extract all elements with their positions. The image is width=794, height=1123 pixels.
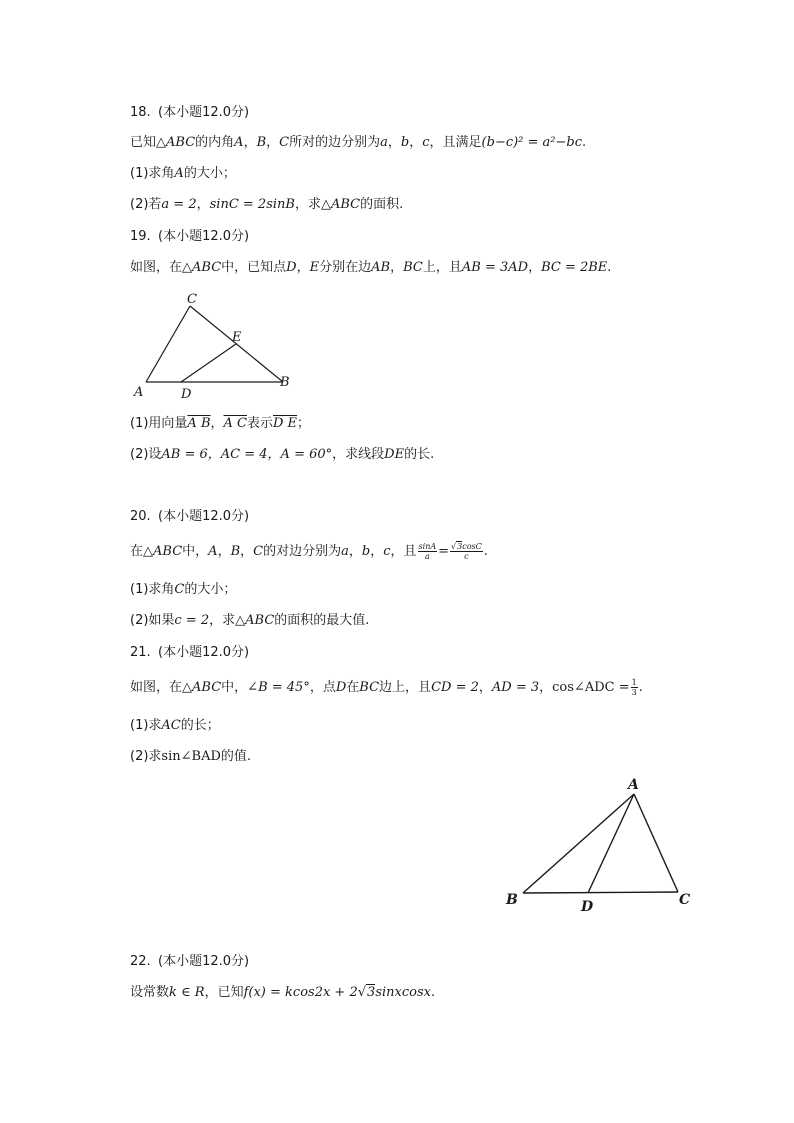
math: sinC = 2sinB — [209, 197, 295, 212]
q18-text: 所对的边分别为 — [289, 135, 381, 150]
triangle-symbol: △ — [143, 544, 154, 559]
punct: ， — [370, 544, 384, 559]
math: f(x) = kcos2x + 2 — [243, 985, 358, 1000]
frac-rest: cosC — [462, 542, 482, 551]
frac-bot: a — [424, 552, 430, 561]
punct: ， — [390, 260, 404, 275]
text: 如图，在 — [130, 260, 183, 275]
text: 分别在边 — [319, 260, 372, 275]
segment-de — [181, 344, 236, 382]
q19-figure — [128, 288, 308, 403]
frac-bot: 3 — [631, 688, 637, 697]
punct: ， — [240, 544, 254, 559]
q19-part1 — [130, 415, 310, 433]
var: a — [380, 135, 388, 150]
q18-header — [130, 104, 249, 122]
frac-top: sinA — [418, 542, 437, 551]
math: BC = 2BE — [541, 260, 608, 275]
var-abc: ABC — [192, 680, 222, 695]
var: c — [383, 544, 391, 559]
label-c: C — [679, 892, 691, 908]
var: E — [309, 260, 320, 275]
var: DE — [384, 447, 405, 462]
q22-number: 22. — [130, 954, 151, 969]
var: C — [174, 582, 185, 597]
text: 的值. — [220, 749, 252, 764]
punct: . — [483, 544, 488, 559]
q18-text: 的内角 — [195, 135, 235, 150]
q20-stem — [130, 539, 488, 565]
punct: ， — [266, 135, 280, 150]
punct: ， — [539, 680, 553, 695]
text: 设常数 — [130, 985, 170, 1000]
sqrt-sign: √ — [451, 542, 457, 551]
text: (1)求 — [130, 718, 162, 733]
var: c — [422, 135, 430, 150]
punct: ， — [348, 544, 362, 559]
q21-score: (本小题12.0分) — [158, 645, 250, 660]
punct: . — [607, 260, 612, 275]
text: 中， — [221, 680, 248, 695]
math: cos∠ADC = — [552, 680, 630, 695]
q21-header — [130, 644, 249, 662]
punct: ， — [528, 260, 542, 275]
text: 上，且 — [422, 260, 462, 275]
text: 的长； — [180, 718, 220, 733]
vector: A C — [223, 416, 247, 431]
q21-part2 — [130, 748, 251, 766]
q19-score: (本小题12.0分) — [158, 229, 250, 244]
q20-number: 20. — [130, 509, 151, 524]
sqrt-radicand: 3 — [367, 985, 376, 1000]
q18-part1 — [130, 165, 236, 183]
label-d: D — [581, 899, 594, 915]
equals: = — [438, 544, 450, 559]
text: ，求 — [209, 613, 236, 628]
var-abc: ABC — [192, 260, 222, 275]
q18-text: ，且满足 — [429, 135, 482, 150]
text: 表示 — [246, 416, 273, 431]
q19-header — [130, 228, 249, 246]
text: 在 — [130, 544, 144, 559]
fraction-one-third — [631, 678, 638, 697]
segment-ac — [634, 794, 678, 892]
var-abc: ABC — [330, 197, 361, 212]
triangle-symbol: △ — [182, 260, 193, 275]
label-b: B — [506, 892, 518, 908]
var: BC — [359, 680, 380, 695]
label-c: C — [187, 292, 197, 307]
var: D — [286, 260, 297, 275]
q21-stem — [130, 675, 643, 701]
q19-stem — [130, 259, 611, 277]
var-abc: ABC — [153, 544, 183, 559]
var: A — [208, 544, 218, 559]
label-a: A — [134, 385, 144, 400]
segment-ac — [146, 306, 190, 382]
math: ∠B = 45° — [247, 680, 310, 695]
text: 的大小； — [183, 166, 236, 181]
q22-header — [130, 953, 249, 971]
text: (2)若 — [130, 197, 162, 212]
punct: . — [430, 985, 436, 1000]
text: 的面积. — [360, 197, 404, 212]
punct: ， — [196, 197, 210, 212]
math: a = 2 — [161, 197, 197, 212]
label-a: A — [628, 777, 639, 793]
punct: ， — [409, 135, 423, 150]
text: (1)求角 — [130, 166, 175, 181]
var: AB — [371, 260, 391, 275]
text: (2)求 — [130, 749, 162, 764]
triangle-symbol: △ — [156, 135, 167, 150]
frac-top: 1 — [631, 678, 637, 687]
var: C — [253, 544, 264, 559]
q21-part1 — [130, 717, 220, 735]
punct: ， — [296, 260, 310, 275]
math: CD = 2 — [431, 680, 479, 695]
math: c = 2 — [174, 613, 210, 628]
var: b — [400, 135, 410, 150]
text: (1)用向量 — [130, 416, 188, 431]
q18-text: 已知 — [130, 135, 157, 150]
text: 在 — [346, 680, 360, 695]
var: C — [279, 135, 290, 150]
q19-part2 — [130, 446, 434, 464]
text: (2)如果 — [130, 613, 175, 628]
frac-top — [450, 542, 483, 552]
text: ，已知 — [204, 985, 244, 1000]
punct: . — [582, 135, 587, 150]
sqrt-radicand: 3 — [457, 542, 463, 551]
fraction-sina-a — [418, 542, 438, 561]
var: A — [234, 135, 244, 150]
q20-part1 — [130, 581, 236, 599]
triangle-symbol: △ — [235, 613, 246, 628]
text: ，点 — [309, 680, 336, 695]
punct: ， — [243, 135, 257, 150]
q20-header — [130, 508, 249, 526]
label-e: E — [232, 330, 242, 345]
var: D — [335, 680, 347, 695]
math: k ∈ R — [169, 985, 205, 1000]
text: 的对边分别为 — [263, 544, 342, 559]
q20-score: (本小题12.0分) — [158, 509, 250, 524]
punct: ， — [387, 135, 401, 150]
q21-number: 21. — [130, 645, 151, 660]
q21-figure — [498, 770, 698, 915]
vector: D E — [273, 416, 298, 431]
var: a — [341, 544, 349, 559]
var-abc: ABC — [166, 135, 196, 150]
text: 中， — [182, 544, 209, 559]
sqrt-sign: √ — [357, 985, 367, 1000]
punct: . — [638, 680, 643, 695]
var: B — [230, 544, 241, 559]
frac-bot: c — [464, 552, 469, 561]
segment-bc — [523, 892, 678, 893]
segment-ab — [523, 794, 634, 893]
segment-ad — [588, 794, 634, 893]
var: A — [174, 166, 184, 181]
text: 边上，且 — [379, 680, 432, 695]
math: sinxcosx — [375, 985, 431, 1000]
text: ，且 — [390, 544, 417, 559]
math: AD = 3 — [491, 680, 540, 695]
punct: ， — [210, 416, 224, 431]
var: b — [361, 544, 371, 559]
text: (1)求角 — [130, 582, 175, 597]
vector: A B — [187, 416, 211, 431]
q18-stem — [130, 134, 586, 152]
math: AB = 3AD — [461, 260, 529, 275]
q18-condition: (b−c)² = a²−bc — [481, 135, 583, 150]
q18-number: 18. — [130, 105, 151, 120]
fraction-sqrt3cosc-c — [450, 542, 483, 561]
q20-part2 — [130, 612, 369, 630]
label-b: B — [280, 375, 290, 390]
var: AC — [161, 718, 181, 733]
text: ，求线段 — [332, 447, 385, 462]
text: 的面积的最大值. — [274, 613, 370, 628]
triangle-symbol: △ — [320, 197, 331, 212]
text: 的大小； — [184, 582, 237, 597]
math: sin∠BAD — [161, 749, 221, 764]
text: 中，已知点 — [221, 260, 287, 275]
text: 的长. — [404, 447, 435, 462]
text: ，求 — [294, 197, 321, 212]
math: AB = 6，AC = 4，A = 60° — [161, 447, 333, 462]
text: ； — [297, 416, 311, 431]
punct: ， — [478, 680, 492, 695]
var: BC — [403, 260, 423, 275]
q18-score: (本小题12.0分) — [158, 105, 250, 120]
text: (2)设 — [130, 447, 162, 462]
q18-part2 — [130, 196, 403, 214]
triangle-symbol: △ — [182, 680, 193, 695]
q22-score: (本小题12.0分) — [158, 954, 250, 969]
q19-number: 19. — [130, 229, 151, 244]
var-abc: ABC — [245, 613, 275, 628]
text: 如图，在 — [130, 680, 183, 695]
label-d: D — [181, 387, 192, 402]
punct: ， — [217, 544, 231, 559]
q22-stem — [130, 984, 435, 1002]
var: B — [256, 135, 267, 150]
